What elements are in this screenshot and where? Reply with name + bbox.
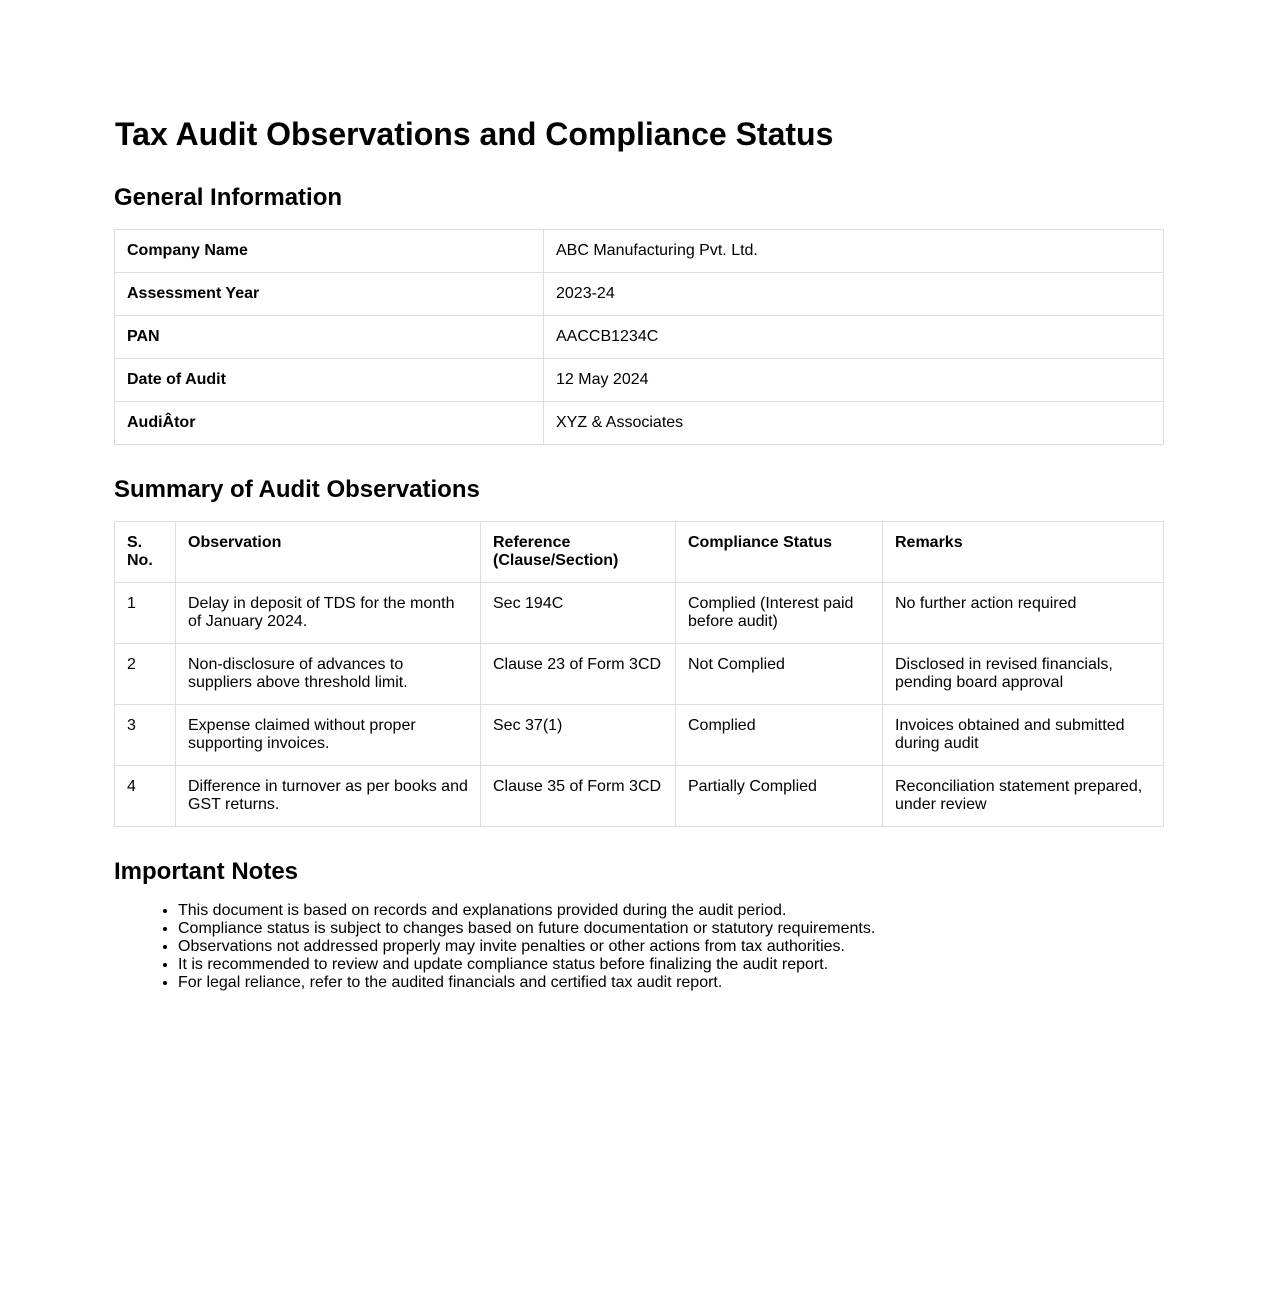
column-header-reference: Reference (Clause/Section): [481, 522, 676, 583]
table-row: [115, 705, 1164, 766]
important-notes-list: [114, 902, 875, 992]
cell-sno: 2: [115, 644, 176, 705]
cell-remarks: Invoices obtained and submitted during audit: [883, 705, 1164, 766]
column-header-sno: S. No.: [115, 522, 176, 583]
cell-reference: Clause 35 of Form 3CD: [481, 766, 676, 827]
table-row: [115, 359, 1164, 402]
cell-sno: 4: [115, 766, 176, 827]
important-notes-heading: Important Notes: [114, 858, 299, 885]
list-item: • For legal reliance, refer to the audited financials and certified tax audit report.: [178, 974, 875, 992]
table-header-row: [115, 522, 1164, 583]
cell-status: Complied: [676, 705, 883, 766]
pan-value: AACCB1234C: [544, 316, 1164, 359]
column-header-compliance-status: Compliance Status: [676, 522, 883, 583]
cell-remarks: No further action required: [883, 583, 1164, 644]
list-item: • It is recommended to review and update compliance status before finalizing the audit report.: [178, 956, 875, 974]
cell-status: Complied (Interest paid before audit): [676, 583, 883, 644]
general-information-heading: General Information: [114, 184, 343, 211]
cell-remarks: Reconciliation statement prepared, under review: [883, 766, 1164, 827]
page-title: Tax Audit Observations and Compliance Status: [115, 116, 834, 152]
table-row: [115, 230, 1164, 273]
general-information-table: [114, 229, 1164, 445]
column-header-remarks: Remarks: [883, 522, 1164, 583]
cell-observation: Non-disclosure of advances to suppliers above threshold limit.: [176, 644, 481, 705]
cell-reference: Clause 23 of Form 3CD: [481, 644, 676, 705]
table-row: [115, 583, 1164, 644]
list-item: • Observations not addressed properly may invite penalties or other actions from tax authorities.: [178, 938, 875, 956]
cell-sno: 3: [115, 705, 176, 766]
list-item: • This document is based on records and explanations provided during the audit period.: [178, 902, 875, 920]
summary-heading: Summary of Audit Observations: [114, 476, 480, 503]
company-name-label: Company Name: [115, 230, 544, 273]
table-row: [115, 766, 1164, 827]
column-header-observation: Observation: [176, 522, 481, 583]
cell-reference: Sec 37(1): [481, 705, 676, 766]
audit-observations-table: [114, 521, 1164, 827]
auditor-label: AudiÂtor: [115, 402, 544, 445]
company-name-value: ABC Manufacturing Pvt. Ltd.: [544, 230, 1164, 273]
table-row: [115, 316, 1164, 359]
assessment-year-label: Assessment Year: [115, 273, 544, 316]
assessment-year-value: 2023-24: [544, 273, 1164, 316]
cell-status: Not Complied: [676, 644, 883, 705]
cell-observation: Difference in turnover as per books and GST returns.: [176, 766, 481, 827]
cell-reference: Sec 194C: [481, 583, 676, 644]
table-row: [115, 273, 1164, 316]
cell-observation: Expense claimed without proper supporting invoices.: [176, 705, 481, 766]
table-row: [115, 644, 1164, 705]
list-item: • Compliance status is subject to changes based on future documentation or statutory requirements.: [178, 920, 875, 938]
cell-remarks: Disclosed in revised financials, pending board approval: [883, 644, 1164, 705]
date-of-audit-label: Date of Audit: [115, 359, 544, 402]
cell-observation: Delay in deposit of TDS for the month of January 2024.: [176, 583, 481, 644]
auditor-value: XYZ & Associates: [544, 402, 1164, 445]
table-row: [115, 402, 1164, 445]
date-of-audit-value: 12 May 2024: [544, 359, 1164, 402]
cell-status: Partially Complied: [676, 766, 883, 827]
pan-label: PAN: [115, 316, 544, 359]
cell-sno: 1: [115, 583, 176, 644]
